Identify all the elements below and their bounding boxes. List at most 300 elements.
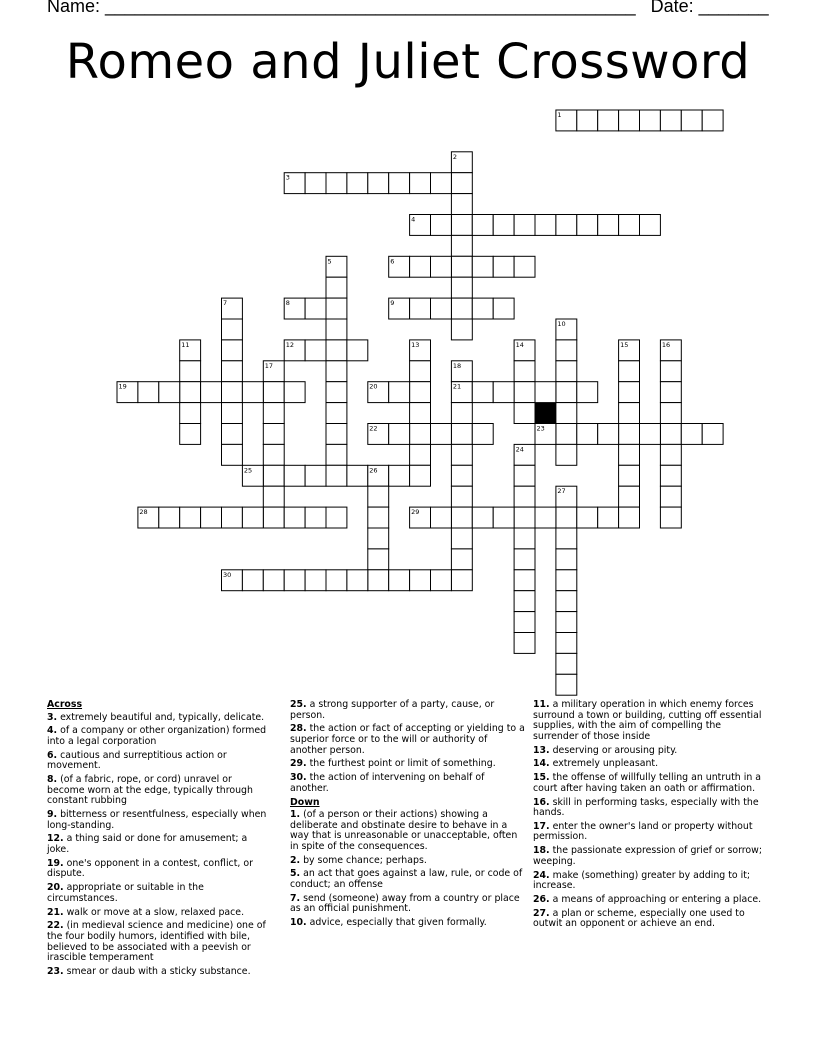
crossword-cell[interactable] (410, 424, 431, 445)
crossword-cell[interactable] (451, 528, 472, 549)
clue-number: 5. (290, 868, 301, 880)
crossword-cell[interactable] (368, 570, 389, 591)
crossword-cell[interactable] (619, 403, 640, 424)
clue-text: skill in performing tasks, especially with the hands. (533, 796, 759, 819)
cell-number: 22 (369, 424, 378, 433)
page-title: Romeo and Juliet Crossword (65, 34, 751, 90)
crossword-cell[interactable] (598, 215, 619, 236)
crossword-cell[interactable] (326, 570, 347, 591)
clue-item (290, 894, 525, 915)
crossword-cell[interactable] (347, 340, 368, 361)
cell-number: 24 (515, 445, 524, 454)
cell-number: 26 (369, 466, 378, 475)
crossword-cell[interactable] (472, 424, 493, 445)
crossword-cell[interactable] (305, 340, 326, 361)
crossword-cell[interactable] (222, 444, 243, 465)
across-heading: Across (47, 699, 83, 710)
crossword-cell[interactable] (451, 465, 472, 486)
clue-text: advice, especially that given formally. (309, 917, 487, 929)
clue-number: 11. (533, 699, 550, 710)
crossword-cell[interactable] (514, 215, 535, 236)
crossword-cell[interactable] (556, 444, 577, 465)
cell-number: 11 (181, 340, 190, 349)
crossword-cell[interactable] (660, 382, 681, 403)
clue-text: extremely unpleasant. (552, 758, 659, 770)
crossword-cell[interactable] (493, 215, 514, 236)
cell-number: 5 (327, 257, 332, 266)
crossword-cell[interactable] (284, 382, 305, 403)
crossword-cell[interactable] (431, 507, 452, 528)
crossword-cell[interactable] (535, 507, 556, 528)
clue-text: an act that goes against a law, rule, or code of conduct; an offense (290, 868, 523, 891)
cell-number: 23 (536, 424, 545, 433)
crossword-cell[interactable] (180, 507, 201, 528)
crossword-cell[interactable] (410, 298, 431, 319)
clue-text: the furthest point or limit of something. (309, 758, 496, 770)
cell-number: 27 (557, 487, 566, 496)
clue-number: 20. (47, 882, 64, 894)
clue-item (47, 859, 272, 880)
crossword-cell[interactable] (180, 361, 201, 382)
clue-text: the action of intervening on behalf of another. (290, 772, 485, 794)
crossword-cell[interactable] (493, 507, 514, 528)
crossword-cell[interactable] (556, 424, 577, 445)
crossword-cell[interactable] (619, 110, 640, 131)
crossword-cell[interactable] (263, 444, 284, 465)
crossword-cell[interactable] (619, 424, 640, 445)
crossword-cell[interactable] (410, 361, 431, 382)
crossword-cell[interactable] (222, 382, 243, 403)
crossword-cell[interactable] (556, 215, 577, 236)
crossword-cell[interactable] (577, 507, 598, 528)
crossword-cell[interactable] (242, 382, 263, 403)
blocked-cell (535, 403, 556, 424)
cell-number: 1 (557, 111, 562, 119)
clue-item (47, 834, 272, 855)
crossword-cell[interactable] (326, 382, 347, 403)
crossword-cell[interactable] (368, 528, 389, 549)
crossword-cell[interactable] (389, 382, 410, 403)
crossword-cell[interactable] (451, 298, 472, 319)
crossword-cell[interactable] (326, 403, 347, 424)
crossword-cell[interactable] (556, 340, 577, 361)
cell-number: 20 (369, 382, 378, 391)
clue-text: (of a fabric, rope, or cord) unravel or become worn at the edge, typically through constant rubbing (47, 774, 253, 807)
clue-item (290, 869, 525, 890)
clue-item (290, 724, 525, 756)
clue-text: a military operation in which enemy forces surround a town or building, cutting off essential supplies, with the aim of compelling the surrender of those inside (533, 699, 762, 742)
crossword-cell[interactable] (222, 361, 243, 382)
crossword-cell[interactable] (263, 570, 284, 591)
cell-number: 13 (411, 340, 420, 349)
crossword-cell[interactable] (556, 382, 577, 403)
clue-number: 17. (533, 820, 550, 832)
crossword-cell[interactable] (263, 486, 284, 507)
crossword-cell[interactable] (514, 486, 535, 507)
crossword-cell[interactable] (410, 444, 431, 465)
crossword-cell[interactable] (556, 674, 577, 695)
crossword-cell[interactable] (556, 403, 577, 424)
crossword-cell[interactable] (619, 507, 640, 528)
crossword-cell[interactable] (180, 382, 201, 403)
crossword-cell[interactable] (347, 465, 368, 486)
crossword-cell[interactable] (368, 549, 389, 570)
cell-number: 30 (223, 570, 232, 579)
clue-item (290, 700, 525, 721)
clue-number: 22. (47, 920, 64, 932)
clue-text: (in medieval science and medicine) one of the four bodily humors, identified with bile, believed to be associated with a peevish or irascible temperament (47, 920, 266, 964)
crossword-cell[interactable] (660, 444, 681, 465)
crossword-cell[interactable] (535, 215, 556, 236)
clue-number: 6. (47, 749, 58, 761)
cell-number: 25 (243, 466, 253, 475)
crossword-cell[interactable] (368, 486, 389, 507)
clue-number: 27. (533, 907, 550, 919)
crossword-cell[interactable] (619, 465, 640, 486)
crossword-cell[interactable] (451, 570, 472, 591)
clue-text: (of a person or their actions) showing a deliberate and obstinate desire to behave in a way that is unreasonable or unacceptable, often in spite of the consequences. (290, 809, 518, 852)
cell-number: 3 (285, 173, 290, 182)
crossword-cell[interactable] (556, 612, 577, 633)
crossword-cell[interactable] (410, 256, 431, 277)
clue-number: 23. (47, 965, 64, 977)
crossword-cell[interactable] (493, 256, 514, 277)
crossword-cell[interactable] (201, 507, 222, 528)
crossword-cell[interactable] (556, 549, 577, 570)
crossword-cell[interactable] (619, 444, 640, 465)
crossword-cell[interactable] (514, 633, 535, 654)
crossword-cell[interactable] (660, 403, 681, 424)
crossword-cell[interactable] (619, 361, 640, 382)
crossword-cell[interactable] (514, 612, 535, 633)
crossword-cell[interactable] (660, 110, 681, 131)
crossword-cell[interactable] (389, 465, 410, 486)
crossword-cell[interactable] (493, 382, 514, 403)
crossword-cell[interactable] (326, 424, 347, 445)
crossword-cell[interactable] (514, 591, 535, 612)
cell-number: 12 (285, 340, 294, 349)
cell-number: 4 (411, 215, 416, 224)
crossword-cell[interactable] (326, 277, 347, 298)
crossword-cell[interactable] (451, 444, 472, 465)
clue-text: the passionate expression of grief or sorrow; weeping. (533, 845, 762, 867)
crossword-cell[interactable] (451, 235, 472, 256)
crossword-cell[interactable] (326, 298, 347, 319)
clue-text: a strong supporter of a party, cause, or person. (290, 699, 495, 721)
clue-column-1 (47, 700, 272, 981)
crossword-cell[interactable] (640, 424, 661, 445)
crossword-cell[interactable] (347, 173, 368, 194)
clue-item (533, 846, 765, 867)
crossword-cell[interactable] (159, 382, 180, 403)
crossword-cell[interactable] (681, 110, 702, 131)
crossword-cell[interactable] (326, 444, 347, 465)
cell-number: 29 (411, 508, 420, 517)
crossword-cell[interactable] (431, 215, 452, 236)
crossword-cell[interactable] (284, 570, 305, 591)
crossword-cell[interactable] (451, 549, 472, 570)
cell-number: 21 (452, 382, 462, 391)
crossword-cell[interactable] (431, 298, 452, 319)
clue-item (47, 810, 272, 831)
crossword-cell[interactable] (389, 570, 410, 591)
crossword-cell[interactable] (451, 319, 472, 340)
cell-number: 19 (118, 382, 127, 391)
crossword-cell[interactable] (451, 507, 472, 528)
crossword-cell[interactable] (619, 382, 640, 403)
crossword-cell[interactable] (326, 465, 347, 486)
crossword-cell[interactable] (242, 570, 263, 591)
clue-item (290, 773, 525, 794)
cell-number: 15 (620, 340, 629, 349)
clue-text: by some chance; perhaps. (303, 854, 427, 866)
crossword-cell[interactable] (598, 424, 619, 445)
crossword-cell[interactable] (326, 507, 347, 528)
clue-number: 1. (290, 809, 301, 821)
clue-text: a plan or scheme, especially one used to outwit an opponent or achieve an end. (533, 907, 745, 930)
crossword-cell[interactable] (451, 173, 472, 194)
crossword-cell[interactable] (577, 382, 598, 403)
crossword-cell[interactable] (263, 507, 284, 528)
crossword-cell[interactable] (222, 403, 243, 424)
clue-item (47, 908, 272, 919)
clue-item (290, 759, 525, 770)
crossword-cell[interactable] (514, 528, 535, 549)
clue-number: 15. (533, 772, 550, 784)
crossword-cell[interactable] (138, 382, 159, 403)
clue-number: 24. (533, 869, 550, 881)
clue-column-2 (290, 700, 525, 932)
crossword-cell[interactable] (326, 361, 347, 382)
clue-item (47, 883, 272, 904)
crossword-cell[interactable] (598, 507, 619, 528)
crossword-cell[interactable] (640, 215, 661, 236)
clue-item (533, 798, 765, 819)
crossword-cell[interactable] (660, 507, 681, 528)
clue-text: send (someone) away from a country or place as an official punishment. (290, 892, 520, 915)
clue-item (290, 918, 525, 929)
crossword-cell[interactable] (493, 298, 514, 319)
crossword-cell[interactable] (180, 424, 201, 445)
crossword-cell[interactable] (305, 173, 326, 194)
crossword-cell[interactable] (222, 507, 243, 528)
clue-text: a thing said or done for amusement; a joke. (47, 833, 248, 856)
crossword-cell[interactable] (472, 298, 493, 319)
cell-number: 14 (515, 340, 524, 349)
crossword-cell[interactable] (451, 424, 472, 445)
crossword-cell[interactable] (702, 424, 723, 445)
name-date-line: Name: _____________________________________________________ Date: _______ (47, 0, 769, 16)
clue-item (47, 726, 272, 747)
crossword-cell[interactable] (556, 591, 577, 612)
crossword-cell[interactable] (660, 465, 681, 486)
crossword-cell[interactable] (368, 173, 389, 194)
cell-number: 6 (390, 257, 395, 266)
crossword-cell[interactable] (577, 424, 598, 445)
cell-number: 28 (139, 508, 148, 517)
clue-text: enter the owner's land or property without permission. (533, 820, 753, 843)
cell-number: 9 (390, 299, 395, 308)
crossword-cell[interactable] (326, 340, 347, 361)
clue-number: 13. (533, 744, 550, 756)
clue-text: extremely beautiful and, typically, delicate. (60, 711, 265, 723)
clue-item (533, 895, 765, 906)
crossword-cell[interactable] (514, 361, 535, 382)
clue-item (533, 773, 765, 794)
clue-item (47, 921, 272, 963)
crossword-cell[interactable] (619, 215, 640, 236)
crossword-cell[interactable] (577, 215, 598, 236)
crossword-cell[interactable] (514, 403, 535, 424)
cell-number: 16 (661, 340, 671, 349)
crossword-cell[interactable] (389, 424, 410, 445)
clue-number: 7. (290, 892, 301, 904)
clue-item (47, 967, 272, 978)
crossword-cell[interactable] (263, 465, 284, 486)
crossword-cell[interactable] (431, 173, 452, 194)
clue-number: 3. (47, 711, 58, 723)
crossword-cell[interactable] (556, 528, 577, 549)
crossword-cell[interactable] (472, 382, 493, 403)
clue-text: appropriate or suitable in the circumstances. (47, 882, 204, 904)
crossword-cell[interactable] (284, 507, 305, 528)
clue-text: deserving or arousing pity. (552, 744, 678, 756)
clue-text: a means of approaching or entering a place. (552, 894, 762, 905)
crossword-cell[interactable] (389, 173, 410, 194)
clue-number: 18. (533, 845, 550, 857)
clue-text: cautious and surreptitious action or movement. (47, 749, 227, 772)
cell-number: 8 (285, 299, 290, 308)
crossword-cell[interactable] (702, 110, 723, 131)
crossword-cell[interactable] (514, 570, 535, 591)
crossword-cell[interactable] (410, 570, 431, 591)
crossword-cell[interactable] (263, 424, 284, 445)
clue-number: 16. (533, 796, 550, 808)
clue-number: 29. (290, 758, 307, 770)
crossword-cell[interactable] (451, 215, 472, 236)
crossword-cell[interactable] (472, 507, 493, 528)
crossword-cell[interactable] (556, 653, 577, 674)
crossword-cell[interactable] (410, 403, 431, 424)
clue-item (47, 775, 272, 807)
crossword-cell[interactable] (263, 382, 284, 403)
crossword-cell[interactable] (368, 507, 389, 528)
crossword-cell[interactable] (431, 424, 452, 445)
crossword-cell[interactable] (535, 382, 556, 403)
crossword-cell[interactable] (556, 507, 577, 528)
crossword-cell[interactable] (305, 298, 326, 319)
crossword-cell[interactable] (472, 215, 493, 236)
crossword-cell[interactable] (305, 570, 326, 591)
clue-number: 30. (290, 772, 307, 784)
crossword-cell[interactable] (451, 277, 472, 298)
cell-number: 18 (452, 361, 462, 370)
cell-number: 10 (557, 320, 566, 328)
crossword-cell[interactable] (451, 403, 472, 424)
clue-text: walk or move at a slow, relaxed pace. (66, 906, 245, 918)
crossword-cell[interactable] (472, 256, 493, 277)
crossword-cell[interactable] (514, 256, 535, 277)
clue-number: 25. (290, 699, 307, 710)
cell-number: 17 (264, 361, 274, 370)
clue-number: 8. (47, 774, 58, 786)
crossword-cell[interactable] (556, 361, 577, 382)
crossword-cell[interactable] (619, 486, 640, 507)
crossword-cell[interactable] (222, 424, 243, 445)
cell-number: 7 (223, 299, 228, 308)
clue-number: 12. (47, 833, 64, 845)
crossword-cell[interactable] (514, 382, 535, 403)
crossword-cell[interactable] (514, 507, 535, 528)
crossword-cell[interactable] (556, 570, 577, 591)
clue-text: of a company or other organization) formed into a legal corporation (47, 725, 267, 747)
clue-text: make (something) greater by adding to it; increase. (533, 869, 751, 892)
clue-item (533, 746, 765, 757)
crossword-cell[interactable] (410, 382, 431, 403)
crossword-cell[interactable] (556, 633, 577, 654)
crossword-cell[interactable] (660, 361, 681, 382)
clue-text: bitterness or resentfulness, especially when long-standing. (47, 809, 267, 831)
clue-item (47, 713, 272, 724)
crossword-cell[interactable] (577, 110, 598, 131)
crossword-cell[interactable] (305, 465, 326, 486)
clue-text: smear or daub with a sticky substance. (66, 965, 251, 977)
crossword-cell[interactable] (326, 319, 347, 340)
crossword-cell[interactable] (222, 340, 243, 361)
down-heading: Down (290, 796, 320, 808)
cell-number: 2 (452, 152, 458, 161)
crossword-cell[interactable] (681, 424, 702, 445)
crossword-cell[interactable] (514, 549, 535, 570)
crossword-cell[interactable] (305, 507, 326, 528)
crossword-cell[interactable] (242, 507, 263, 528)
crossword-cell[interactable] (222, 319, 243, 340)
crossword-cell[interactable] (660, 424, 681, 445)
clue-number: 4. (47, 725, 58, 737)
crossword-cell[interactable] (514, 465, 535, 486)
clue-number: 14. (533, 758, 550, 770)
crossword-cell[interactable] (451, 256, 472, 277)
crossword-cell[interactable] (410, 173, 431, 194)
crossword-cell[interactable] (159, 507, 180, 528)
crossword-cell[interactable] (451, 194, 472, 215)
clue-column-3 (533, 700, 765, 933)
crossword-cell[interactable] (263, 403, 284, 424)
crossword-cell[interactable] (410, 465, 431, 486)
crossword-cell[interactable] (326, 173, 347, 194)
crossword-cell[interactable] (284, 465, 305, 486)
crossword-cell[interactable] (347, 570, 368, 591)
clue-item (533, 700, 765, 742)
crossword-cell[interactable] (431, 570, 452, 591)
clue-number: 21. (47, 906, 64, 918)
crossword-cell[interactable] (451, 486, 472, 507)
crossword-cell[interactable] (431, 256, 452, 277)
clue-item (533, 759, 765, 770)
clue-text: one's opponent in a contest, conflict, or dispute. (47, 857, 253, 880)
crossword-cell[interactable] (180, 403, 201, 424)
clue-number: 2. (290, 854, 301, 866)
clue-number: 19. (47, 857, 64, 869)
clue-number: 9. (47, 809, 58, 821)
crossword-cell[interactable] (640, 110, 661, 131)
clue-item (290, 810, 525, 852)
clue-number: 26. (533, 894, 550, 905)
clue-item (533, 822, 765, 843)
crossword-cell[interactable] (201, 382, 222, 403)
crossword-cell[interactable] (598, 110, 619, 131)
crossword-cell[interactable] (660, 486, 681, 507)
